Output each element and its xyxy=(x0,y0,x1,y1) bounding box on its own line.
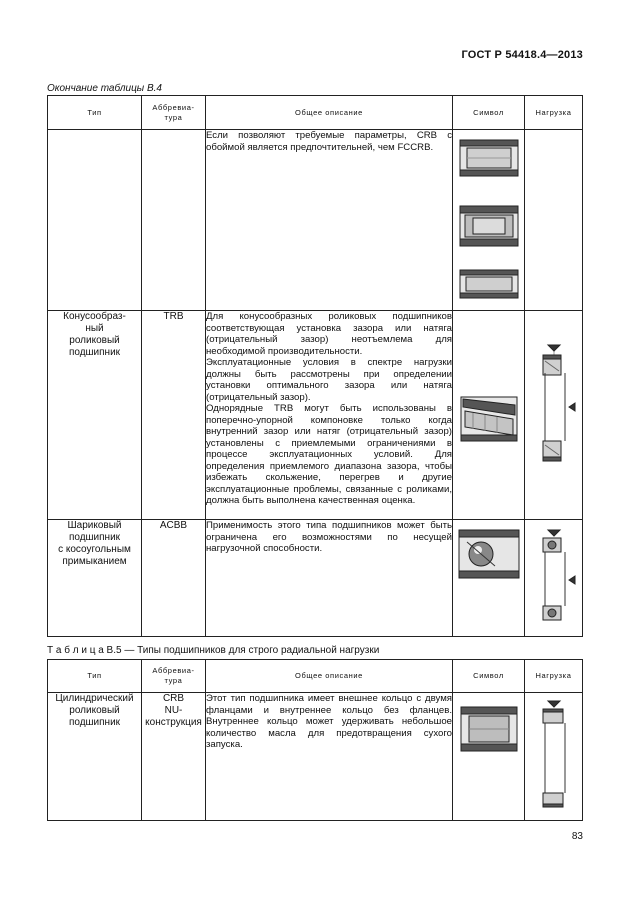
table-b4-header-row xyxy=(48,96,583,130)
row-abbreviation: TRB xyxy=(142,311,206,520)
load-cell xyxy=(525,130,583,311)
symbol-cell xyxy=(453,311,525,520)
row-type: Цилиндрический роликовый подшипник xyxy=(48,693,142,821)
column-header-type: Тип xyxy=(48,96,142,130)
column-header-abbreviation: Аббревиа- тура xyxy=(142,660,206,693)
column-header-description: Общее описание xyxy=(206,96,453,130)
table-row xyxy=(48,130,583,311)
load-cell xyxy=(525,311,583,520)
angular-contact-ball-bearing-icon xyxy=(453,520,525,636)
table-b4-caption: Окончание таблицы В.4 xyxy=(47,83,162,94)
table-b4 xyxy=(47,95,583,637)
column-header-load: Нагрузка xyxy=(525,660,583,693)
document-standard-header: ГОСТ Р 54418.4—2013 xyxy=(461,49,583,61)
load-cell xyxy=(525,520,583,637)
crb-bearing-symbols-icon xyxy=(453,130,525,310)
table-row xyxy=(48,520,583,637)
table-row xyxy=(48,311,583,520)
row-description: Применимость этого типа подшипников может быть ограничена его возможностями по несущей нагрузочной способности. xyxy=(206,520,453,637)
row-abbreviation xyxy=(142,130,206,311)
symbol-cell xyxy=(453,130,525,311)
table-b5-header-row xyxy=(48,660,583,693)
row-type xyxy=(48,130,142,311)
column-header-symbol: Символ xyxy=(453,96,525,130)
radial-load-diagram-icon xyxy=(525,693,583,820)
column-header-abbreviation: Аббревиа- тура xyxy=(142,96,206,130)
row-description: Если позволяют требуемые параметры, CRB с обоймой является предпочтительней, чем FCCRB. xyxy=(206,130,453,311)
load-cell xyxy=(525,693,583,821)
ball-load-diagram-icon xyxy=(525,520,583,636)
row-description: Для конусообразных роликовых подшипников соответствующая установка зазора или натяга (отрицательный зазор) неотъемлема для необходимой производительности. Эксплуатационные условия в спектре нагрузки должны быть рассмотрены при определении установки оптимального зазора или натяга (отрицательный зазор). Однорядные TRB могут быть использованы в поперечно-упорной компоновке только когда внутренний зазор или натяг (отрицательный зазор) установлены с приемлемыми ограничениями в процессе эксплуатационных условий. Для определения приемлемого диапазона зазора, чтобы избежать скольжение, перегрев и другие эксплуатационные проблемы, связанные с роликами, должна быть выполнена качественная оценка. xyxy=(206,311,453,520)
symbol-cell xyxy=(453,520,525,637)
table-row xyxy=(48,693,583,821)
column-header-load: Нагрузка xyxy=(525,96,583,130)
row-abbreviation: ACBB xyxy=(142,520,206,637)
row-type: Конусообраз- ный роликовый подшипник xyxy=(48,311,142,520)
tapered-roller-bearing-icon xyxy=(453,311,525,519)
column-header-type: Тип xyxy=(48,660,142,693)
tapered-load-diagram-icon xyxy=(525,311,583,519)
cylindrical-roller-bearing-icon xyxy=(453,693,525,820)
table-b5-caption: Т а б л и ц а В.5 — Типы подшипников для строго радиальной нагрузки xyxy=(47,645,380,656)
table-b5 xyxy=(47,659,583,821)
row-type: Шариковый подшипник с косоугольным примыканием xyxy=(48,520,142,637)
page-number: 83 xyxy=(571,831,583,842)
symbol-cell xyxy=(453,693,525,821)
column-header-description: Общее описание xyxy=(206,660,453,693)
column-header-symbol: Символ xyxy=(453,660,525,693)
row-abbreviation: CRB NU- конструкция xyxy=(142,693,206,821)
row-description: Этот тип подшипника имеет внешнее кольцо с двумя фланцами и внутреннее кольцо без фланцев. Внутреннее кольцо может удерживать небольшое количество масла для предотвращения сухого запуска. xyxy=(206,693,453,821)
